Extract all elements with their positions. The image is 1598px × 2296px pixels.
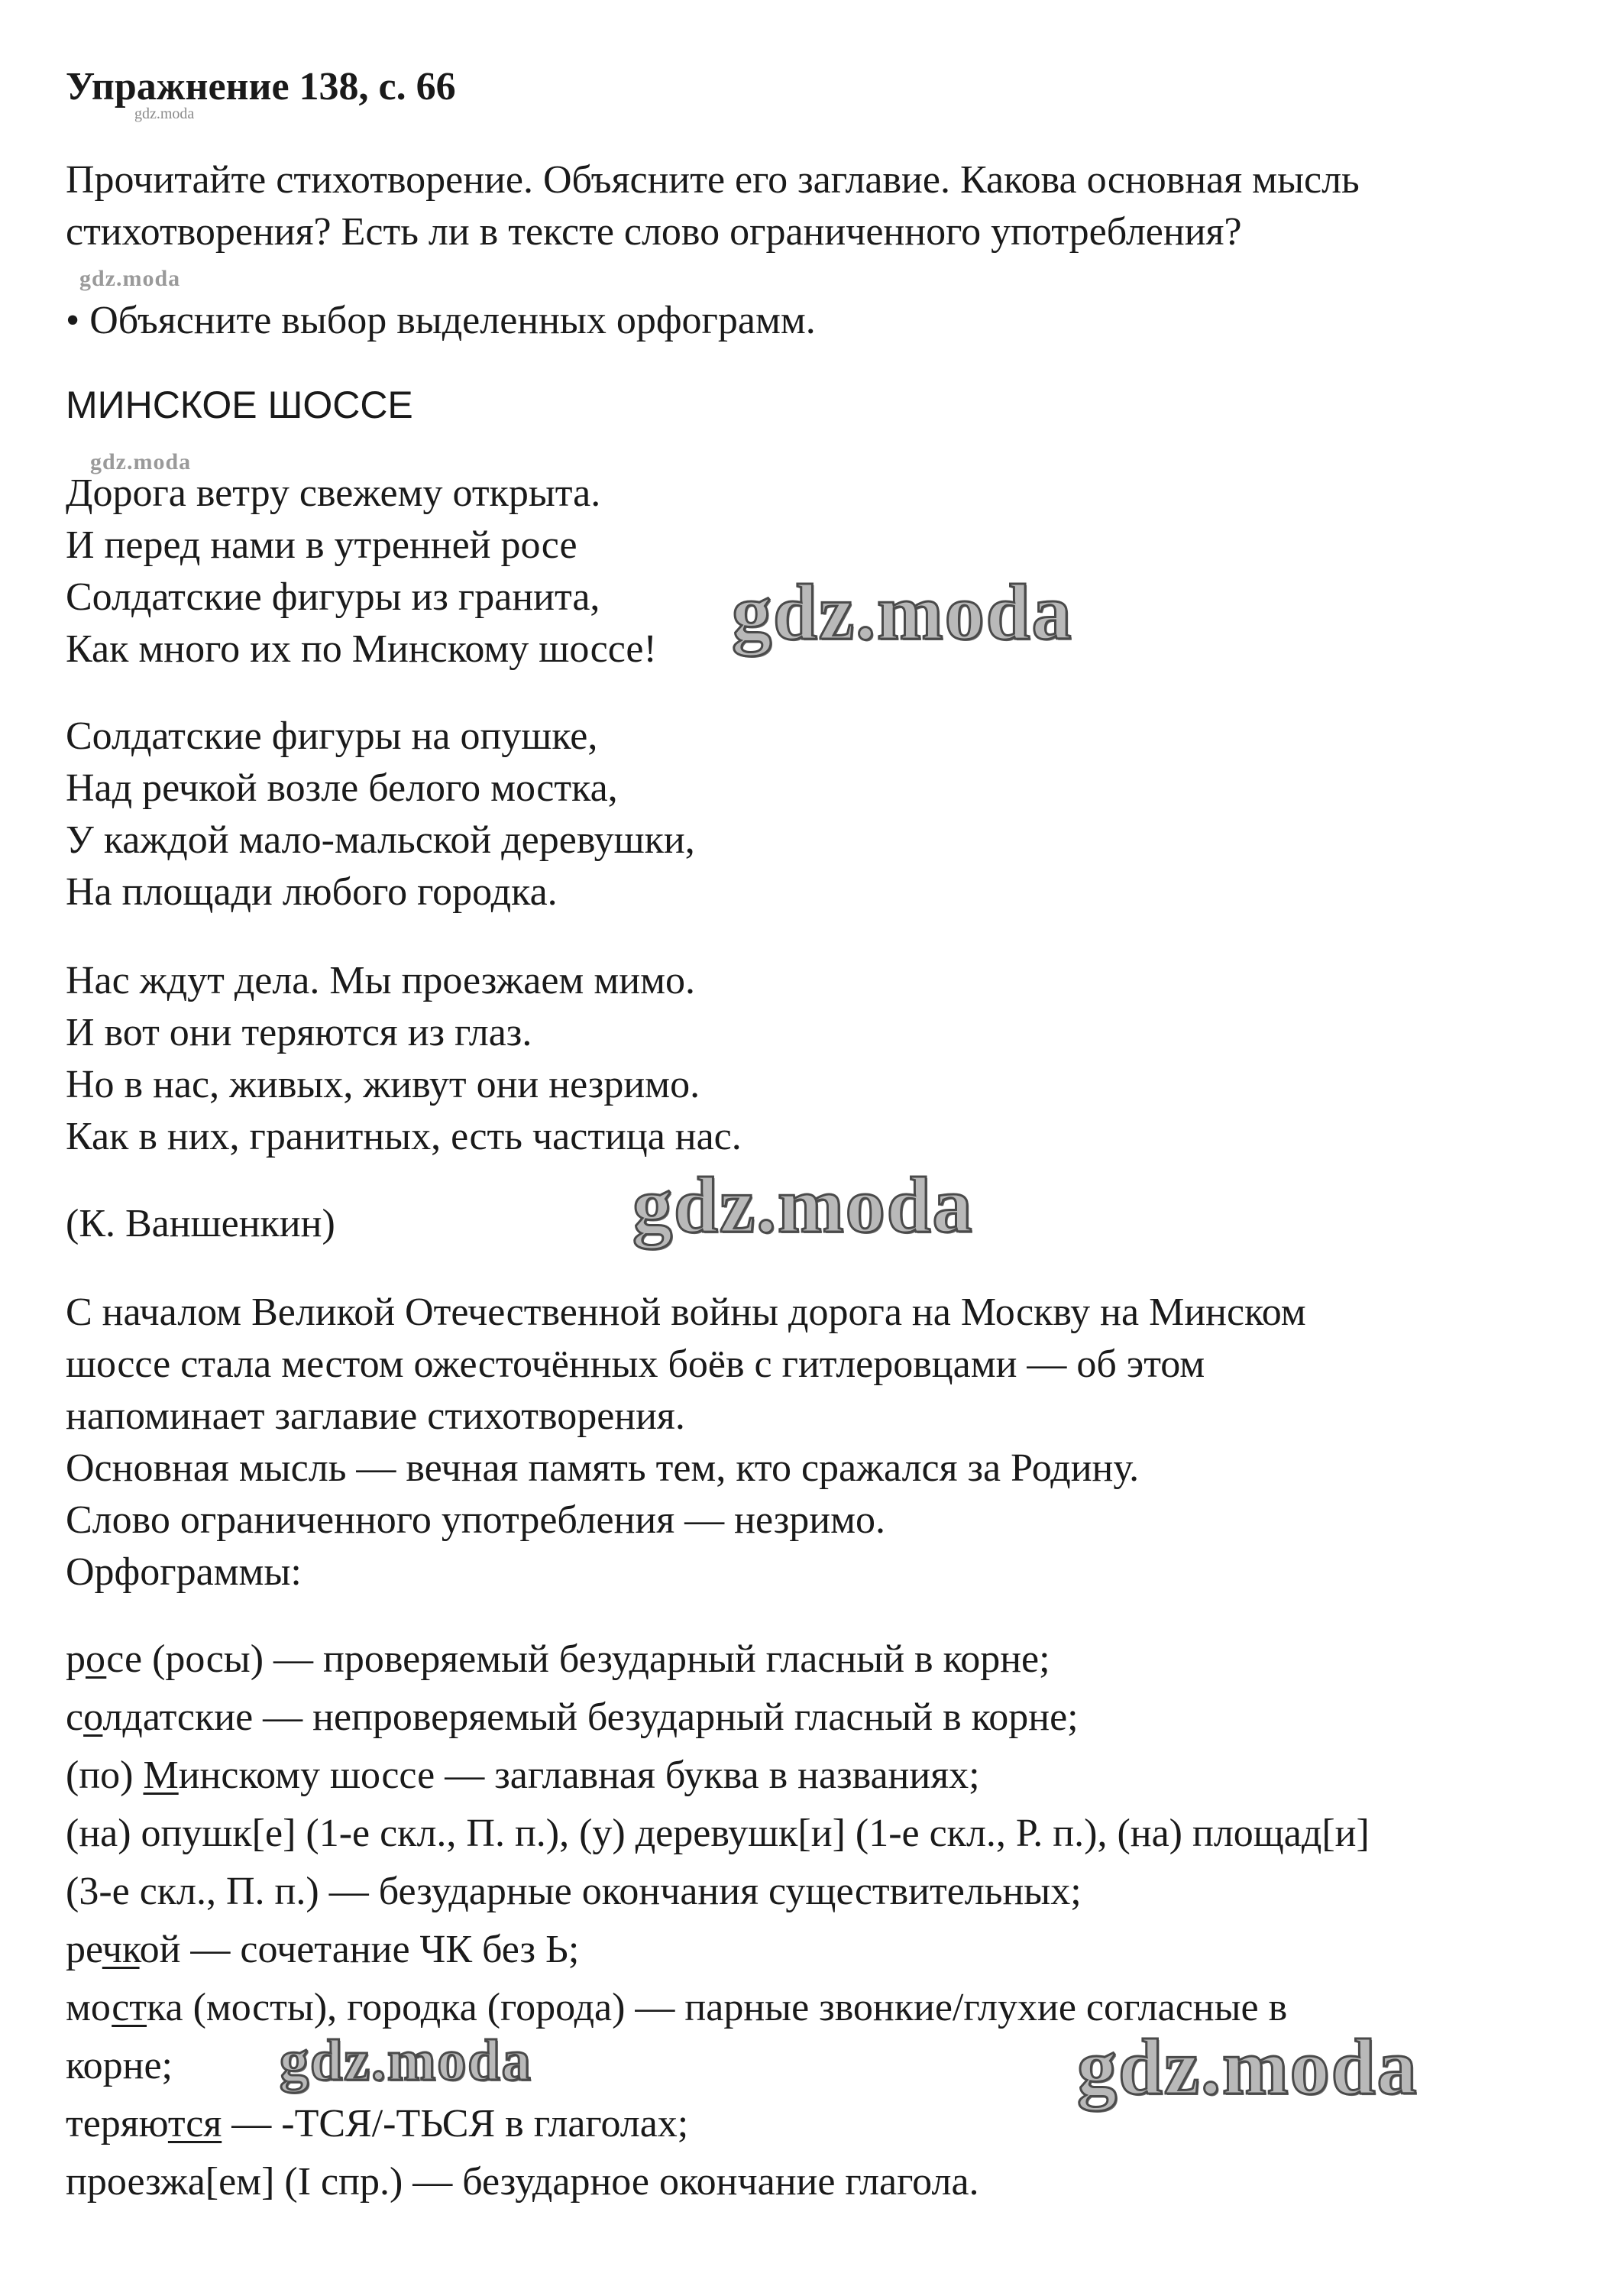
poem-line: Солдатские фигуры из гранита, <box>66 575 600 619</box>
task-bullet: • Объясните выбор выделенных орфограмм. <box>66 299 816 342</box>
watermark: gdz.moda <box>1077 2023 1418 2111</box>
poem-author: (К. Ваншенкин) <box>66 1202 335 1245</box>
answer-line: С началом Великой Отечественной войны дорога на Москву на Минском <box>66 1290 1306 1334</box>
watermark: gdz.moda <box>134 105 195 122</box>
answer-line: Слово ограниченного употребления — незримо. <box>66 1498 885 1542</box>
watermark: gdz.moda <box>90 449 192 474</box>
poem-line: На площади любого городка. <box>66 870 558 914</box>
poem-line: Нас ждут дела. Мы проезжаем мимо. <box>66 959 695 1002</box>
orthogram-item: проезжа[ем] (I спр.) — безударное окончание глагола. <box>66 2160 979 2204</box>
orthogram-item: (по) Минскому шоссе — заглавная буква в названиях; <box>66 1754 980 1797</box>
poem-line: И перед нами в утренней росе <box>66 523 577 567</box>
poem-line: Дорога ветру свежему открыта. <box>66 471 601 515</box>
orthogram-item: мостка (мосты), городка (города) — парные звонкие/глухие согласные в <box>66 1986 1288 2029</box>
answer-line: шоссе стала местом ожесточённых боёв с гитлеровцами — об этом <box>66 1342 1205 1386</box>
poem-line: Как в них, гранитных, есть частица нас. <box>66 1115 742 1158</box>
orthogram-item: росе (росы) — проверяемый безударный гласный в корне; <box>66 1637 1050 1681</box>
poem-line: И вот они теряются из глаз. <box>66 1011 532 1054</box>
orthogram-item: (на) опушк[е] (1-е скл., П. п.), (у) деревушк[и] (1-е скл., Р. п.), (на) площад[и] <box>66 1812 1370 1855</box>
watermark: gdz.moda <box>280 2029 532 2093</box>
exercise-title: Упражнение 138, с. 66 <box>66 65 456 108</box>
watermark: gdz.moda <box>732 568 1073 656</box>
poem-line: Над речкой возле белого мостка, <box>66 766 618 810</box>
poem-line: Солдатские фигуры на опушке, <box>66 714 598 758</box>
watermark: gdz.moda <box>79 266 181 291</box>
answer-line: Орфограммы: <box>66 1550 302 1594</box>
orthogram-item: теряются — -ТСЯ/-ТЬСЯ в глаголах; <box>66 2102 689 2145</box>
poem-line: У каждой мало-мальской деревушки, <box>66 818 695 862</box>
orthogram-item: (3-е скл., П. п.) — безударные окончания существительных; <box>66 1870 1082 1913</box>
orthogram-item: солдатские — непроверяемый безударный гласный в корне; <box>66 1695 1079 1739</box>
answer-line: Основная мысль — вечная память тем, кто сражался за Родину. <box>66 1446 1140 1490</box>
watermark: gdz.moda <box>632 1161 974 1249</box>
poem-title: МИНСКОЕ ШОССЕ <box>66 384 413 426</box>
poem-line: Как много их по Минскому шоссе! <box>66 627 657 671</box>
answer-line: напоминает заглавие стихотворения. <box>66 1394 685 1438</box>
task-line-2: стихотворения? Есть ли в тексте слово ограниченного употребления? <box>66 210 1242 254</box>
orthogram-item: корне; <box>66 2044 173 2087</box>
poem-line: Но в нас, живых, живут они незримо. <box>66 1063 700 1106</box>
orthogram-item: речкой — сочетание ЧК без Ь; <box>66 1928 580 1971</box>
task-line-1: Прочитайте стихотворение. Объясните его заглавие. Какова основная мысль <box>66 158 1360 202</box>
